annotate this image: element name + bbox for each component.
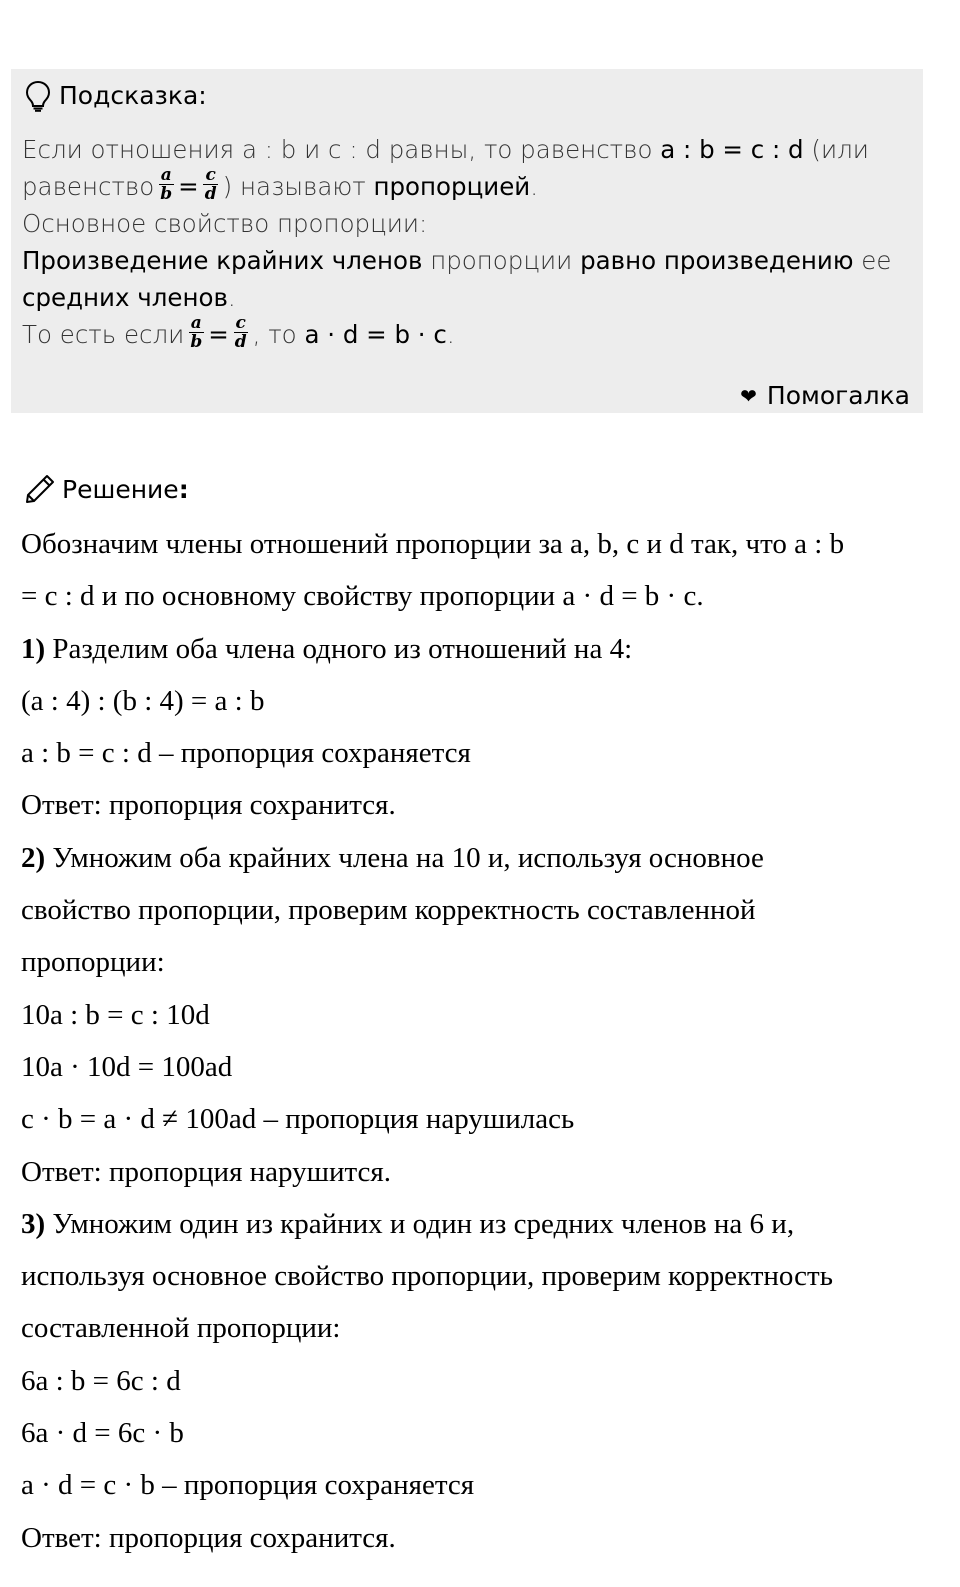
solution-text: Обозначим члены отношений пропорции за a, b, c и d так, что a : b bbox=[21, 528, 845, 560]
solution-line bbox=[21, 1355, 941, 1407]
hint-title: Подсказка: bbox=[59, 81, 207, 110]
solution-line bbox=[21, 936, 941, 988]
step-number: 1) bbox=[21, 632, 46, 665]
hint-formula: a · d = b · c bbox=[304, 320, 447, 349]
solution-text: Ответ: пропорция сохранится. bbox=[21, 789, 396, 822]
solution-text: a : b = c : d – пропорция сохраняется bbox=[21, 737, 471, 770]
solution-body bbox=[21, 518, 941, 1564]
footer-label: Помогалка bbox=[766, 381, 910, 410]
solution-text: пропорции: bbox=[21, 946, 165, 979]
step-number: 2) bbox=[21, 841, 46, 874]
heart-icon: ❤ bbox=[740, 384, 757, 408]
fraction-numerator: a bbox=[190, 312, 202, 333]
solution-line bbox=[21, 1146, 941, 1198]
hint-line-1 bbox=[22, 131, 912, 168]
solution-line bbox=[21, 1041, 941, 1093]
solution-text: a · d = c · b – пропорция сохраняется bbox=[21, 1469, 475, 1502]
solution-line bbox=[21, 1198, 941, 1250]
hint-text: ) называют bbox=[222, 172, 374, 201]
solution-line bbox=[21, 623, 941, 675]
hint-text: . bbox=[227, 283, 236, 312]
solution-line bbox=[21, 570, 941, 622]
equals-sign: = bbox=[208, 320, 229, 349]
hint-term: равно произведению bbox=[580, 246, 854, 275]
hint-text: . bbox=[530, 172, 538, 201]
fraction-a-b bbox=[158, 166, 174, 203]
solution-line bbox=[21, 832, 941, 884]
fraction-c-d bbox=[233, 314, 249, 351]
solution-line bbox=[21, 675, 941, 727]
solution-text: Умножим один из крайних и один из средних членов на 6 и, bbox=[45, 1207, 795, 1240]
fraction-numerator: c bbox=[205, 164, 216, 185]
fraction-numerator: a bbox=[160, 164, 172, 185]
solution-text: (a : 4) : (b : 4) = a : b bbox=[21, 684, 265, 717]
solution-line bbox=[21, 1512, 941, 1564]
solution-line bbox=[21, 1093, 941, 1145]
solution-line bbox=[21, 1459, 941, 1511]
hint-text: ее bbox=[853, 246, 892, 275]
equals-sign: = bbox=[178, 172, 199, 201]
hint-text: . bbox=[446, 320, 455, 349]
hint-text: равенство bbox=[22, 172, 155, 201]
fraction-c-d bbox=[203, 166, 219, 203]
solution-header bbox=[24, 470, 189, 508]
solution-line bbox=[21, 727, 941, 779]
solution-line bbox=[21, 884, 941, 936]
fraction-denominator: b bbox=[190, 331, 203, 352]
hint-text: , то bbox=[252, 320, 305, 349]
hint-line-5 bbox=[22, 279, 912, 316]
fraction-denominator: d bbox=[204, 183, 217, 204]
solution-text: Ответ: пропорция нарушится. bbox=[21, 1155, 392, 1188]
hint-term: средних членов bbox=[22, 283, 228, 312]
solution-title: Решение bbox=[62, 474, 179, 504]
solution-line bbox=[21, 989, 941, 1041]
hint-line-6 bbox=[22, 312, 912, 353]
hint-line-3: Основное свойство пропорции: bbox=[22, 209, 428, 238]
hint-line-4 bbox=[22, 242, 912, 279]
hint-header bbox=[25, 77, 207, 115]
solution-text: Ответ: пропорция сохранится. bbox=[21, 1521, 396, 1554]
solution-text: Разделим оба члена одного из отношений на 4: bbox=[45, 632, 633, 665]
hint-footer bbox=[740, 377, 910, 415]
hint-body bbox=[22, 131, 912, 353]
hint-line-2 bbox=[22, 164, 912, 205]
hint-text: пропорции bbox=[422, 246, 581, 275]
fraction-denominator: d bbox=[234, 331, 247, 352]
solution-line bbox=[21, 1407, 941, 1459]
pencil-icon bbox=[24, 473, 56, 505]
solution-text: 10a : b = c : 10d bbox=[21, 998, 210, 1031]
hint-term: Произведение крайних членов bbox=[22, 246, 423, 275]
solution-text: = c : d и по основному свойству пропорции a · d = b · c. bbox=[21, 580, 704, 613]
solution-text: составленной пропорции: bbox=[21, 1312, 341, 1345]
hint-text: То есть если bbox=[22, 320, 185, 349]
fraction-denominator: b bbox=[160, 183, 173, 204]
solution-text: используя основное свойство пропорции, проверим корректность bbox=[21, 1260, 833, 1293]
solution-text: 6a : b = 6c : d bbox=[21, 1364, 181, 1397]
fraction-a-b bbox=[188, 314, 204, 351]
lightbulb-icon bbox=[25, 80, 51, 112]
solution-line bbox=[21, 1250, 941, 1302]
solution-text: свойство пропорции, проверим корректность составленной bbox=[21, 894, 756, 927]
solution-text: c · b = a · d ≠ 100ad – пропорция нарушилась bbox=[21, 1103, 575, 1136]
hint-box bbox=[11, 69, 923, 413]
solution-line bbox=[21, 518, 941, 570]
solution-line bbox=[21, 1302, 941, 1354]
hint-term: пропорцией bbox=[373, 172, 531, 201]
hint-text: Если отношения a : b и c : d равны, то равенство bbox=[22, 135, 661, 164]
hint-formula: a : b = c : d bbox=[660, 135, 804, 164]
solution-text: 10a · 10d = 100ad bbox=[21, 1050, 233, 1083]
solution-title-colon: : bbox=[178, 474, 189, 504]
fraction-numerator: c bbox=[235, 312, 246, 333]
hint-text: (или bbox=[803, 135, 869, 164]
solution-text: Умножим оба крайних члена на 10 и, используя основное bbox=[45, 841, 764, 874]
solution-line bbox=[21, 779, 941, 831]
step-number: 3) bbox=[21, 1207, 46, 1240]
solution-text: 6a · d = 6c · b bbox=[21, 1417, 184, 1450]
